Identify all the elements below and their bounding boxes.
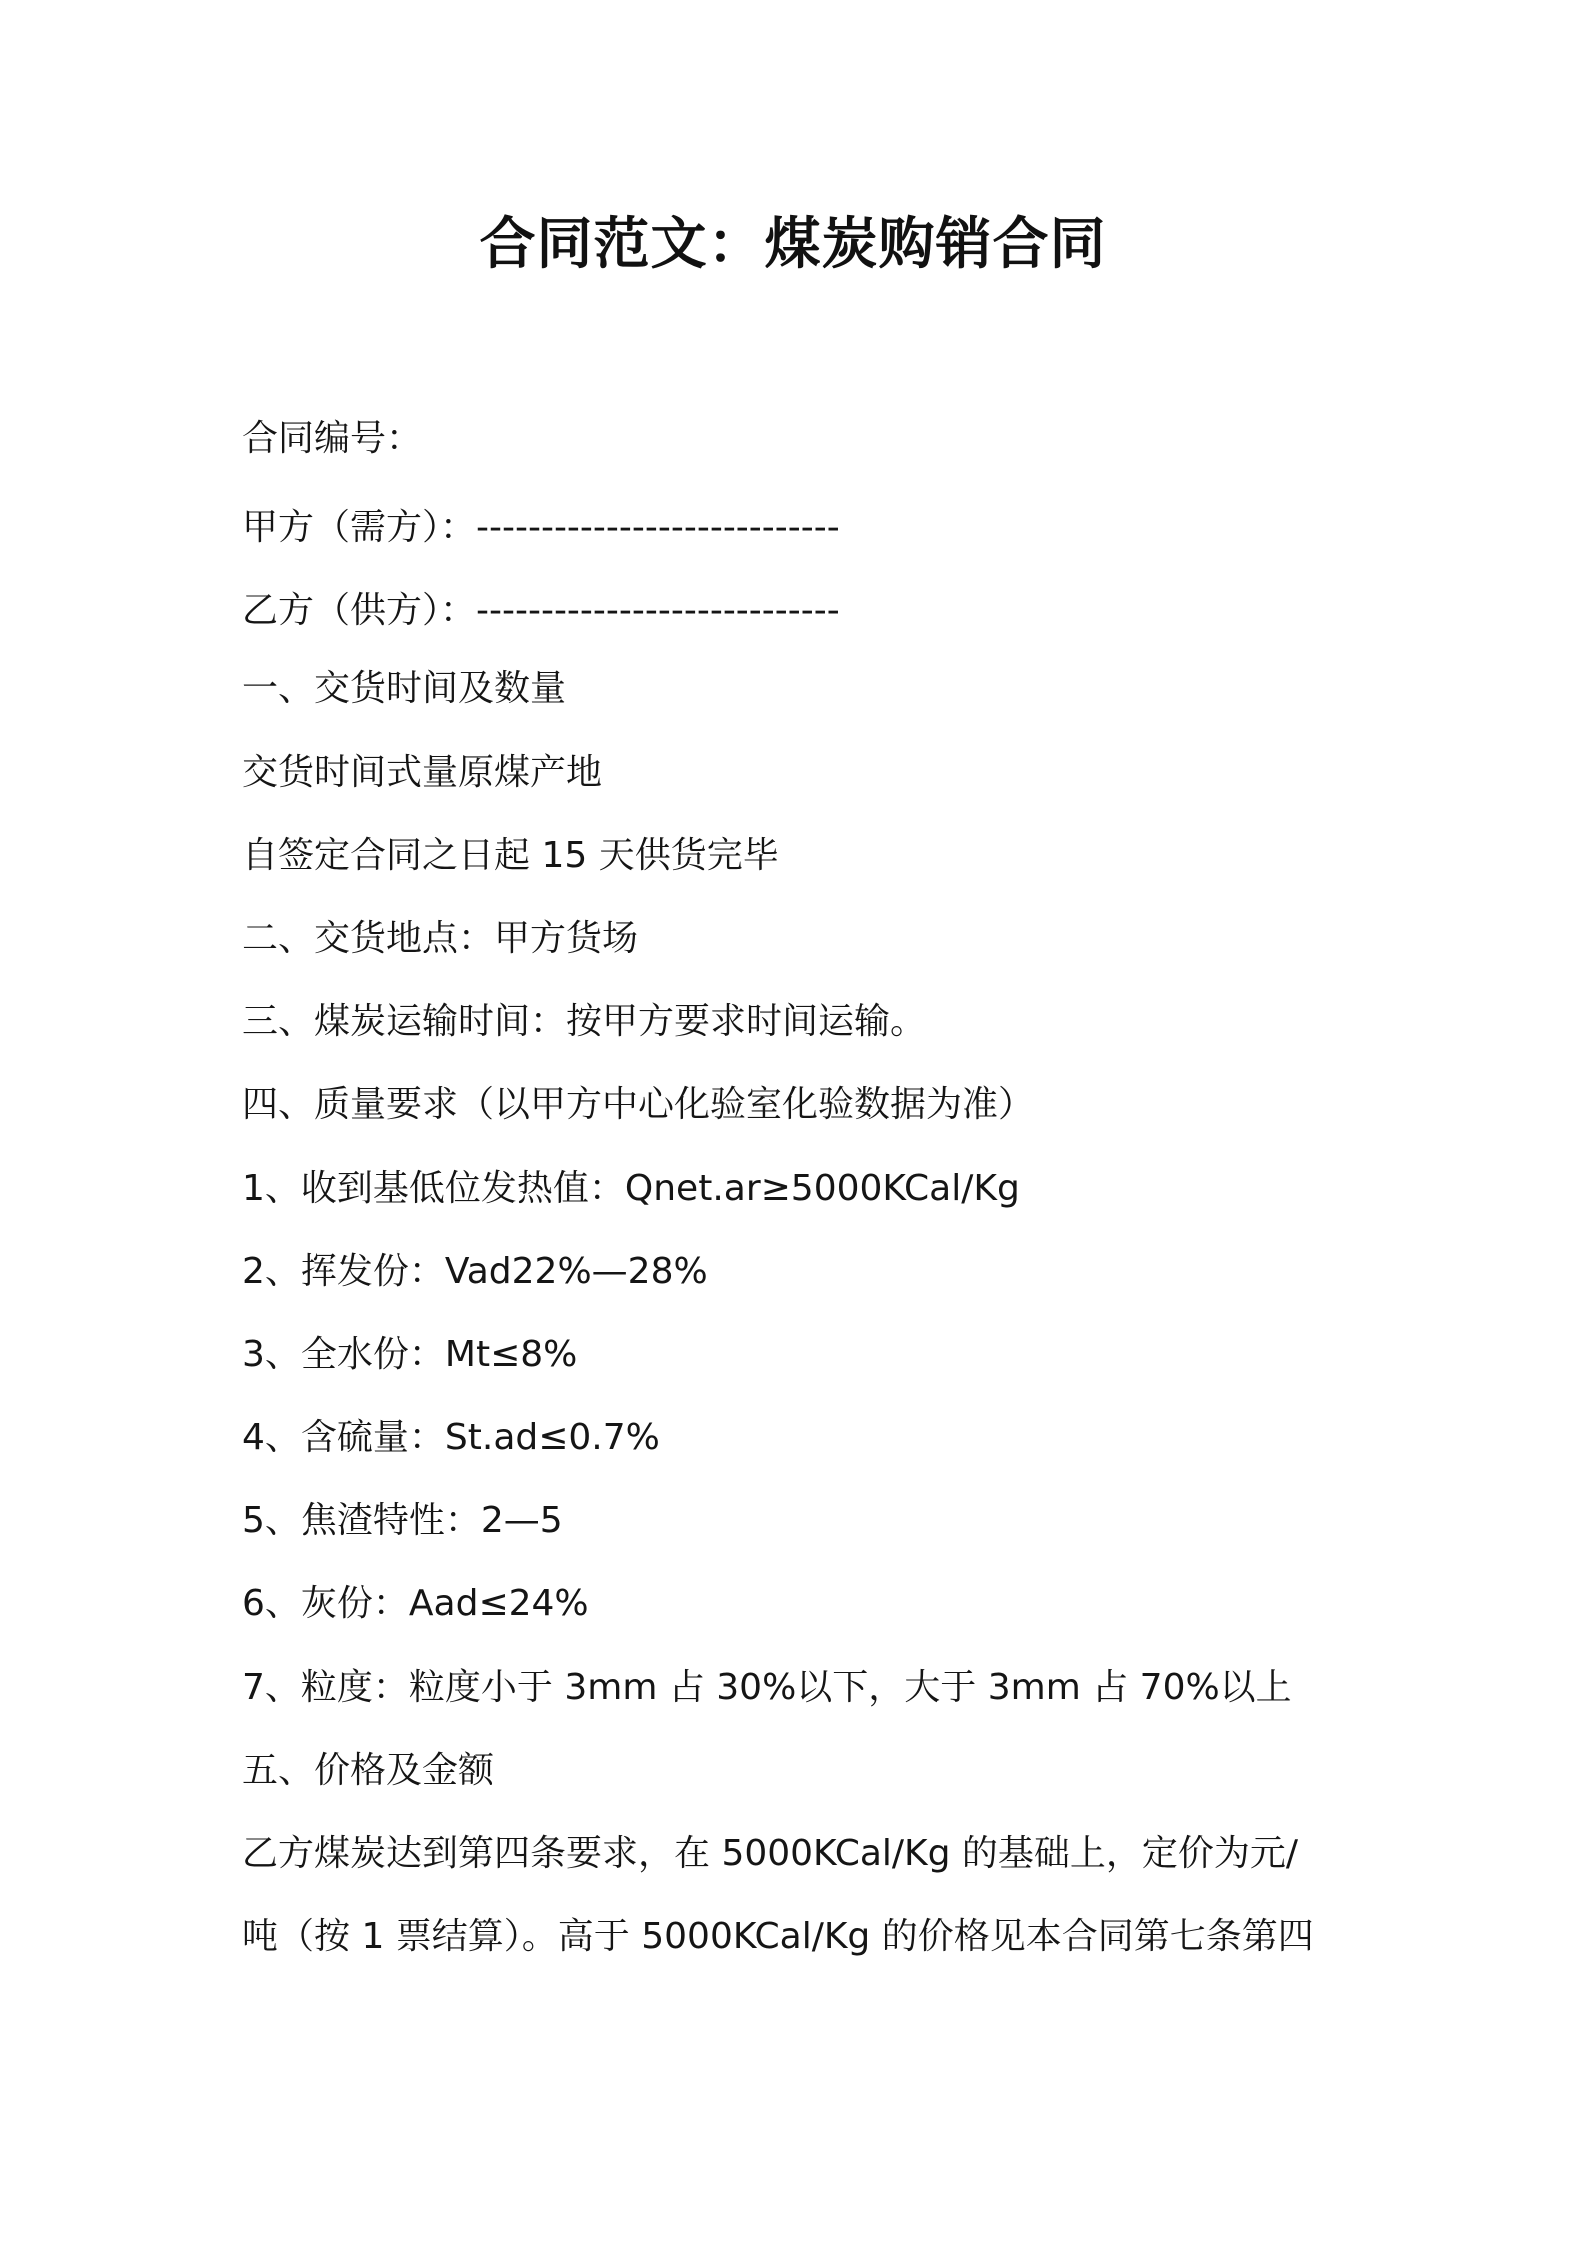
- quality-item-5: 5、焦渣特性：2—5: [242, 1500, 563, 1541]
- section-heading-3: 三、煤炭运输时间：按甲方要求时间运输。: [242, 1001, 927, 1042]
- party-a-line: 甲方（需方）：----------------------------: [242, 507, 840, 548]
- quality-item-6: 6、灰份：Aad≤24%: [242, 1583, 589, 1624]
- document-title: 合同范文：煤炭购销合同: [479, 212, 1107, 277]
- price-paragraph-line-1: 乙方煤炭达到第四条要求，在 5000KCal/Kg 的基础上，定价为元/: [242, 1833, 1299, 1874]
- paragraph-line: 自签定合同之日起 15 天供货完毕: [242, 835, 779, 876]
- section-heading-2: 二、交货地点：甲方货场: [242, 918, 639, 959]
- quality-item-3: 3、全水份：Mt≤8%: [242, 1334, 578, 1375]
- quality-item-7: 7、粒度：粒度小于 3mm 占 30%以下，大于 3mm 占 70%以上: [242, 1667, 1292, 1708]
- party-b-line: 乙方（供方）：----------------------------: [242, 590, 840, 631]
- contract-number-line: 合同编号：: [242, 418, 423, 459]
- quality-item-4: 4、含硫量：St.ad≤0.7%: [242, 1417, 660, 1458]
- section-heading-1: 一、交货时间及数量: [242, 668, 567, 709]
- paragraph-line: 交货时间式量原煤产地: [242, 752, 603, 793]
- quality-item-2: 2、挥发份：Vad22%—28%: [242, 1251, 708, 1292]
- quality-item-1: 1、收到基低位发热值：Qnet.ar≥5000KCal/Kg: [242, 1168, 1020, 1209]
- section-heading-5: 五、价格及金额: [242, 1750, 495, 1791]
- section-heading-4: 四、质量要求（以甲方中心化验室化验数据为准）: [242, 1084, 1035, 1125]
- price-paragraph-line-2: 吨（按 1 票结算）。高于 5000KCal/Kg 的价格见本合同第七条第四: [242, 1916, 1314, 1957]
